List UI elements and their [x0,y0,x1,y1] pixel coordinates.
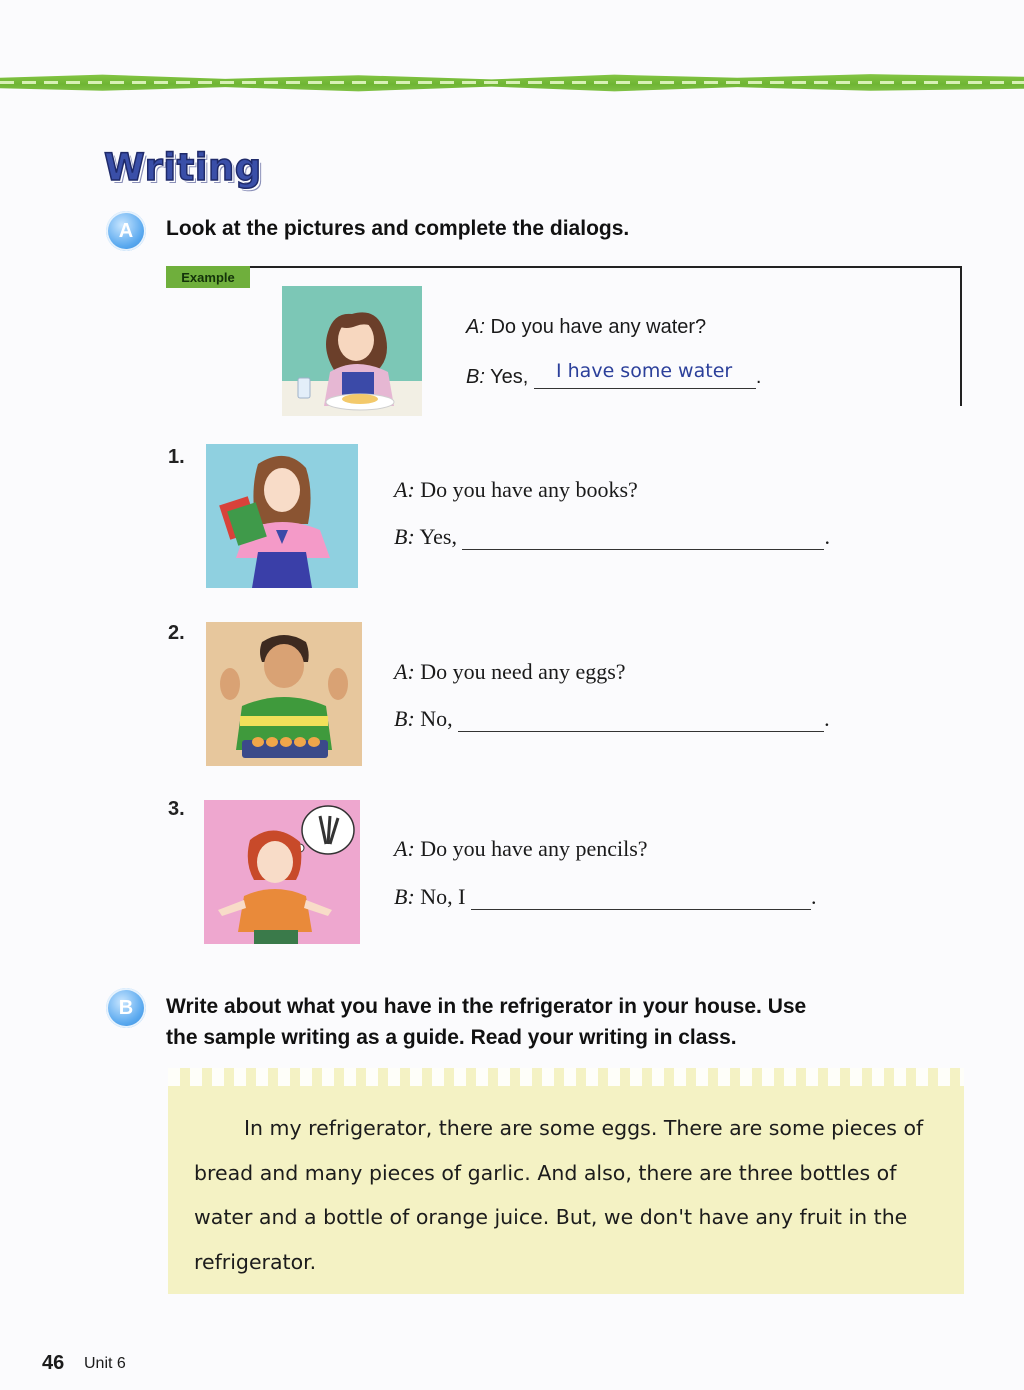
item-2-line-a [394,659,626,685]
item-1-period: . [824,524,830,549]
item-2-period: . [824,706,830,731]
item-2-question: Do you need any eggs? [420,659,626,684]
item-2-number: 2. [168,622,185,644]
item-3-line-a [394,836,648,862]
item-3-answer-prefix: No, I [420,884,466,909]
sample-writing-text: In my refrigerator, there are some eggs. There are some pieces of bread and many pieces of garlic. And also, there are three bottles of water and a bottle of orange juice. But, we don't have any fruit in the refrigerator. [194,1116,924,1274]
item-3-answer-blank[interactable] [471,885,811,910]
example-line-a [466,316,706,339]
item-1-speaker-a: A: [394,477,415,502]
item-2-speaker-b: B: [394,706,415,731]
item-3-speaker-b: B: [394,884,415,909]
section-b-instruction-line-2: the sample writing as a guide. Read your writing in class. [166,1026,737,1049]
item-2-boy-no-eggs-picture [206,622,362,766]
example-girl-eating-picture [282,286,422,416]
notebook-hole-strip [168,1068,964,1086]
item-1-line-a [394,477,638,503]
section-a-badge: A [106,211,146,251]
page-number: 46 [42,1352,65,1374]
unit-label: Unit 6 [84,1355,126,1372]
example-answer-prefix: Yes, [490,366,529,388]
item-3-question: Do you have any pencils? [420,836,648,861]
item-1-question: Do you have any books? [420,477,638,502]
example-question: Do you have any water? [490,316,707,338]
section-a-instruction: Look at the pictures and complete the dialogs. [166,217,630,240]
item-3-line-b [394,884,816,910]
item-3-number: 3. [168,798,185,820]
example-tag: Example [166,266,250,288]
section-b-instruction-line-1: Write about what you have in the refrigerator in your house. Use [166,995,807,1018]
item-1-line-b [394,524,830,550]
item-2-answer-blank[interactable] [458,707,824,732]
example-period: . [755,366,762,388]
example-written-answer: I have some water [556,360,733,382]
item-3-speaker-a: A: [394,836,415,861]
item-1-speaker-b: B: [394,524,415,549]
item-2-answer-prefix: No, [420,706,453,731]
top-green-band [0,70,1024,96]
speaker-b-label: B: [466,366,485,388]
item-2-line-b [394,706,830,732]
item-3-girl-no-pencils-picture [204,800,360,944]
item-3-period: . [810,884,817,909]
item-1-number: 1. [168,446,185,468]
item-1-girl-with-books-picture [206,444,358,588]
speaker-a-label: A: [466,316,485,338]
item-1-answer-blank[interactable] [462,525,824,550]
item-2-speaker-a: A: [394,659,415,684]
item-1-answer-prefix: Yes, [419,524,457,549]
section-b-badge: B [106,988,146,1028]
page-title: Writing [104,146,262,189]
